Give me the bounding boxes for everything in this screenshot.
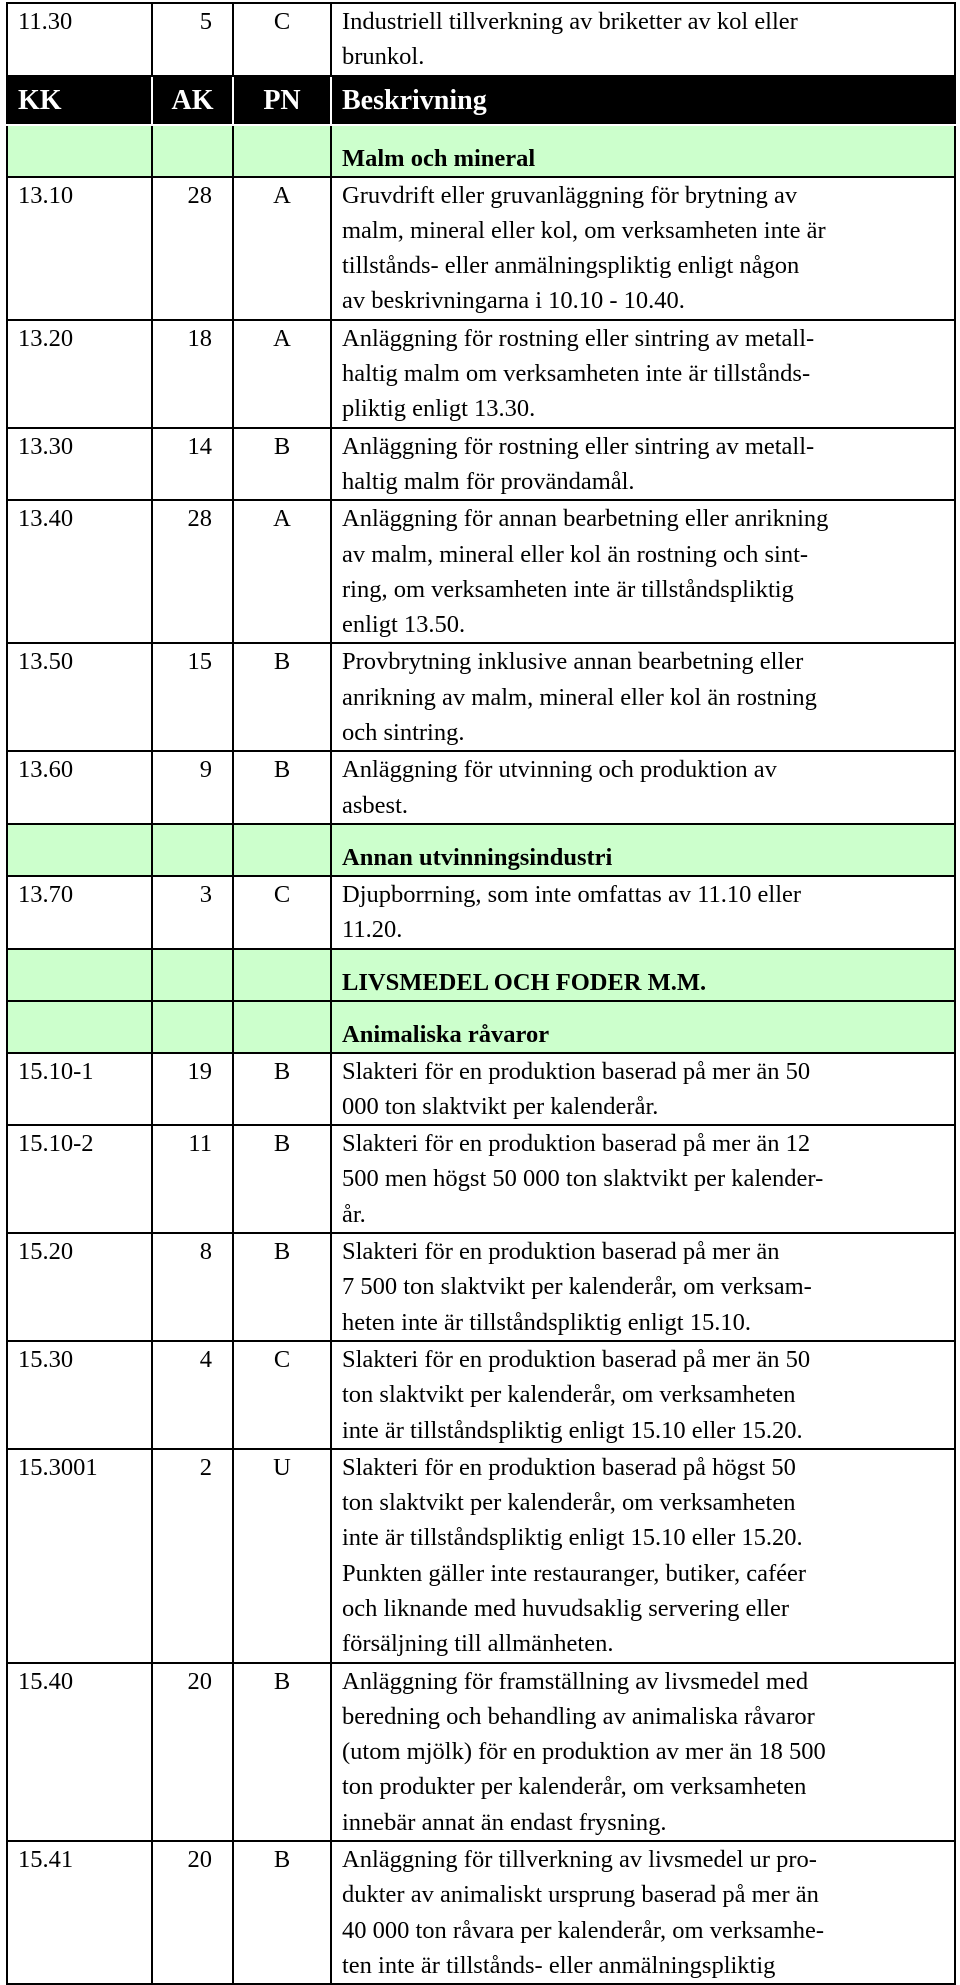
description-line: ten inte är tillstånds- eller anmälningspliktig [342, 1951, 776, 1979]
section-empty-cell [152, 125, 233, 177]
section-row [7, 824, 955, 876]
ak-value: 4 [152, 1341, 233, 1449]
description-line: och liknande med huvudsaklig servering eller [342, 1594, 789, 1622]
description-line: beredning och behandling av animaliska råvaror [342, 1702, 815, 1730]
description-line: enligt 13.50. [342, 611, 466, 639]
section-empty-cell [152, 824, 233, 876]
ak-value: 2 [152, 1449, 233, 1663]
table-row [7, 643, 955, 751]
kk-code: 13.50 [7, 643, 152, 751]
section-empty-cell [233, 125, 331, 177]
ak-value: 14 [152, 428, 233, 501]
section-empty-cell [7, 125, 152, 177]
description-line: Punkten gäller inte restauranger, butiker, caféer [342, 1559, 807, 1587]
description-line: Gruvdrift eller gruvanläggning för brytning av [342, 181, 798, 209]
description-cell [331, 1053, 955, 1126]
table-row [7, 1125, 955, 1233]
kk-code: 15.41 [7, 1841, 152, 1984]
description-line: Slakteri för en produktion baserad på högst 50 [342, 1453, 796, 1481]
kk-code: 15.40 [7, 1663, 152, 1841]
description-line: 7 500 ton slaktvikt per kalenderår, om verksam- [342, 1273, 812, 1301]
table-row [7, 1341, 955, 1449]
section-empty-cell [152, 949, 233, 1001]
kk-code: 15.3001 [7, 1449, 152, 1663]
description-line: Slakteri för en produktion baserad på mer än [342, 1238, 780, 1266]
description-line: haltig malm om verksamheten inte är tillstånds- [342, 360, 811, 388]
pn-value: A [233, 500, 331, 643]
section-empty-cell [233, 949, 331, 1001]
description-line: 11.20. [342, 916, 403, 944]
pn-value: B [233, 1841, 331, 1984]
table-row [7, 1449, 955, 1663]
description-line: heten inte är tillståndspliktig enligt 15.10. [342, 1308, 751, 1336]
description-cell [331, 1125, 955, 1233]
section-row [7, 949, 955, 1001]
ak-value: 20 [152, 1663, 233, 1841]
table-row [7, 876, 955, 949]
table-row [7, 177, 955, 320]
kk-code: 13.40 [7, 500, 152, 643]
description-line: ton slaktvikt per kalenderår, om verksamheten [342, 1381, 796, 1409]
description-cell [331, 320, 955, 428]
description-line: Slakteri för en produktion baserad på mer än 50 [342, 1345, 811, 1373]
table-body [7, 3, 955, 1984]
description-line: av malm, mineral eller kol än rostning och sint- [342, 540, 809, 568]
description-cell [331, 1663, 955, 1841]
pn-value: B [233, 1663, 331, 1841]
description-line: malm, mineral eller kol, om verksamheten inte är [342, 216, 826, 244]
table-row [7, 500, 955, 643]
kk-code: 13.20 [7, 320, 152, 428]
pn-value: A [233, 177, 331, 320]
description-line: ring, om verksamheten inte är tillståndspliktig [342, 575, 794, 603]
column-header-ak: AK [152, 76, 233, 125]
kk-code: 13.70 [7, 876, 152, 949]
description-line: brunkol. [342, 43, 425, 71]
table-row [7, 428, 955, 501]
description-line: tillstånds- eller anmälningspliktig enligt någon [342, 252, 800, 280]
table-row [7, 3, 955, 76]
pn-value: B [233, 1233, 331, 1341]
table-header-row [7, 76, 955, 125]
ak-value: 9 [152, 751, 233, 824]
description-cell [331, 876, 955, 949]
ak-value: 18 [152, 320, 233, 428]
section-empty-cell [7, 1001, 152, 1053]
kk-code: 15.20 [7, 1233, 152, 1341]
description-line: 40 000 ton råvara per kalenderår, om verksamhe- [342, 1916, 825, 1944]
description-line: Anläggning för rostning eller sintring av metall- [342, 432, 815, 460]
ak-value: 15 [152, 643, 233, 751]
pn-value: C [233, 876, 331, 949]
column-header-beskrivning: Beskrivning [331, 76, 955, 125]
section-empty-cell [152, 1001, 233, 1053]
section-title: LIVSMEDEL OCH FODER M.M. [331, 949, 955, 1001]
pn-value: U [233, 1449, 331, 1663]
pn-value: A [233, 320, 331, 428]
section-empty-cell [7, 824, 152, 876]
description-line: försäljning till allmänheten. [342, 1630, 614, 1658]
description-cell [331, 428, 955, 501]
kk-code: 15.10-2 [7, 1125, 152, 1233]
description-line: inte är tillståndspliktig enligt 15.10 eller 15.20. [342, 1416, 803, 1444]
pn-value: C [233, 3, 331, 76]
description-line: anrikning av malm, mineral eller kol än rostning [342, 683, 817, 711]
column-header-pn: PN [233, 76, 331, 125]
ak-value: 11 [152, 1125, 233, 1233]
kk-code: 15.10-1 [7, 1053, 152, 1126]
section-row [7, 1001, 955, 1053]
description-line: (utom mjölk) för en produktion av mer än 18 500 [342, 1738, 826, 1766]
pn-value: C [233, 1341, 331, 1449]
description-line: Anläggning för framställning av livsmedel med [342, 1667, 809, 1695]
section-empty-cell [233, 824, 331, 876]
ak-value: 3 [152, 876, 233, 949]
description-line: Djupborrning, som inte omfattas av 11.10 eller [342, 880, 802, 908]
table-row [7, 751, 955, 824]
pn-value: B [233, 643, 331, 751]
description-cell [331, 1841, 955, 1984]
activity-code-table [6, 2, 956, 1985]
description-line: ton produkter per kalenderår, om verksamheten [342, 1773, 807, 1801]
description-line: Slakteri för en produktion baserad på mer än 12 [342, 1130, 811, 1158]
description-line: innebär annat än endast frysning. [342, 1808, 667, 1836]
kk-code: 11.30 [7, 3, 152, 76]
pn-value: B [233, 1053, 331, 1126]
description-line: dukter av animaliskt ursprung baserad på mer än [342, 1881, 819, 1909]
table-row [7, 1663, 955, 1841]
description-line: Anläggning för annan bearbetning eller anrikning [342, 505, 829, 533]
pn-value: B [233, 428, 331, 501]
description-line: 000 ton slaktvikt per kalenderår. [342, 1092, 659, 1120]
ak-value: 8 [152, 1233, 233, 1341]
section-row [7, 125, 955, 177]
description-line: asbest. [342, 791, 408, 819]
section-title: Animaliska råvaror [331, 1001, 955, 1053]
section-title: Malm och mineral [331, 125, 955, 177]
table-row [7, 1053, 955, 1126]
description-line: inte är tillståndspliktig enligt 15.10 eller 15.20. [342, 1524, 803, 1552]
kk-code: 13.30 [7, 428, 152, 501]
description-line: Anläggning för tillverkning av livsmedel ur pro- [342, 1846, 817, 1874]
table-row [7, 1841, 955, 1984]
description-line: 500 men högst 50 000 ton slaktvikt per kalender- [342, 1165, 824, 1193]
section-empty-cell [233, 1001, 331, 1053]
pn-value: B [233, 1125, 331, 1233]
section-title: Annan utvinningsindustri [331, 824, 955, 876]
ak-value: 19 [152, 1053, 233, 1126]
description-line: Slakteri för en produktion baserad på mer än 50 [342, 1057, 811, 1085]
description-cell [331, 1449, 955, 1663]
description-cell [331, 643, 955, 751]
description-line: Anläggning för rostning eller sintring av metall- [342, 324, 815, 352]
description-line: pliktig enligt 13.30. [342, 395, 536, 423]
description-line: Provbrytning inklusive annan bearbetning eller [342, 648, 804, 676]
description-line: haltig malm för provändamål. [342, 467, 635, 495]
section-empty-cell [7, 949, 152, 1001]
description-line: ton slaktvikt per kalenderår, om verksamheten [342, 1489, 796, 1517]
ak-value: 28 [152, 177, 233, 320]
kk-code: 13.10 [7, 177, 152, 320]
ak-value: 28 [152, 500, 233, 643]
kk-code: 13.60 [7, 751, 152, 824]
description-cell [331, 1233, 955, 1341]
kk-code: 15.30 [7, 1341, 152, 1449]
description-cell [331, 751, 955, 824]
table-row [7, 1233, 955, 1341]
description-cell [331, 500, 955, 643]
column-header-kk: KK [7, 76, 152, 125]
description-line: år. [342, 1200, 366, 1228]
ak-value: 5 [152, 3, 233, 76]
description-line: Anläggning för utvinning och produktion av [342, 756, 777, 784]
description-line: och sintring. [342, 719, 465, 747]
description-line: av beskrivningarna i 10.10 - 10.40. [342, 287, 685, 315]
description-cell [331, 1341, 955, 1449]
pn-value: B [233, 751, 331, 824]
description-line: Industriell tillverkning av briketter av kol eller [342, 8, 798, 35]
table-row [7, 320, 955, 428]
description-cell [331, 3, 955, 76]
ak-value: 20 [152, 1841, 233, 1984]
description-cell [331, 177, 955, 320]
